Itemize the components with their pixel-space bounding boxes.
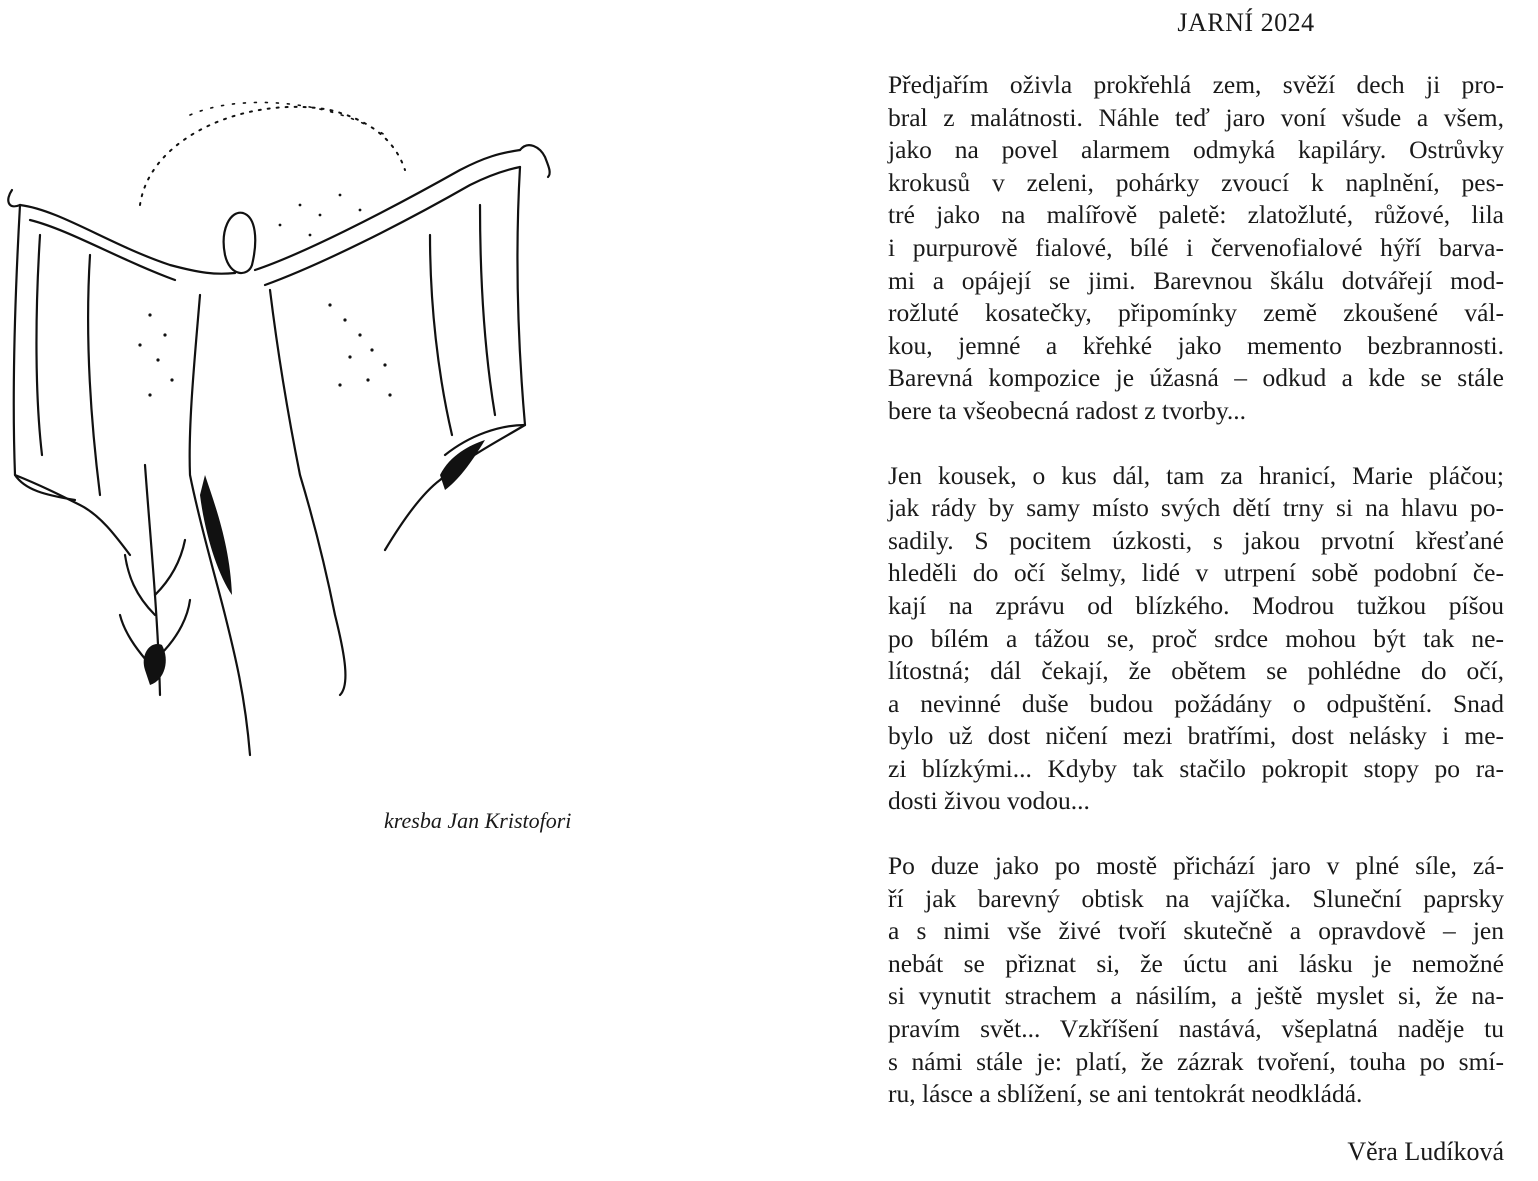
paragraph-2: [888, 460, 1504, 819]
text-line: tré jako na malířově paletě: zlatožluté, růžové, lila: [888, 200, 1504, 230]
text-line: pravím svět... Vzkříšení nastává, všeplatná naděje tu: [888, 1014, 1504, 1044]
right-page: [888, 0, 1504, 1181]
text-line: hleděli do očí šelmy, lidé v utrpení sobě podobní če-: [888, 558, 1504, 588]
text-line: dosti živou vodou...: [888, 786, 1090, 816]
text-line: bylo už dost ničení mezi bratřími, dost nelásky i me-: [888, 721, 1504, 751]
text-line: jak rády by samy místo svých dětí trny si na hlavu po-: [888, 493, 1504, 523]
running-head: JARNÍ 2024: [1177, 8, 1315, 37]
figure-with-cloak-drawing: [0, 95, 560, 775]
text-line: kají na zprávu od blízkého. Modrou tužkou píšou: [888, 590, 1504, 620]
text-line: Předjařím oživla prokřehlá zem, svěží dech ji pro-: [888, 70, 1504, 99]
text-line: Po duze jako po mostě přichází jaro v plné síle, zá-: [888, 851, 1504, 881]
text-line: lítostná; dál čekají, že obětem se pohlédne do očí,: [888, 656, 1504, 686]
text-line: i purpurově fialové, bílé i červenofialové hýří barva-: [888, 232, 1504, 262]
paragraph-3: [888, 850, 1504, 1111]
text-line: nebát se přiznat si, že úctu ani lásku je nemožné: [888, 948, 1504, 978]
paragraph-1: [888, 69, 1504, 428]
body-text: [888, 69, 1504, 1143]
text-line: a s nimi vše živé tvoří skutečně a opravdově – jen: [888, 916, 1504, 946]
text-line: ru, lásce a sblížení, se ani tentokrát neodkládá.: [888, 1079, 1363, 1109]
text-line: bral z malátnosti. Náhle teď jaro voní všude a všem,: [888, 102, 1504, 132]
text-line: jako na povel alarmem odmyká kapiláry. Ostrůvky: [888, 135, 1504, 165]
left-page: [0, 0, 760, 1181]
text-line: krokusů v zeleni, pohárky zvoucí k naplnění, pes-: [888, 167, 1504, 197]
text-line: po bílém a tážou se, proč srdce mohou být tak ne-: [888, 623, 1504, 653]
text-line: mi a opájejí se jimi. Barevnou škálu dotvářejí mod-: [888, 265, 1504, 295]
text-line: a nevinné duše budou požádány o odpuštění. Snad: [888, 688, 1504, 718]
text-line: bere ta všeobecná radost z tvorby...: [888, 395, 1247, 425]
text-line: zi blízkými... Kdyby tak stačilo pokropit stopy po ra-: [888, 753, 1504, 783]
illustration-caption: kresba Jan Kristofori: [384, 808, 572, 833]
text-line: kou, jemné a křehké jako memento bezbrannosti.: [888, 330, 1504, 360]
text-line: s námi stále je: platí, že zázrak tvoření, touha po smí-: [888, 1046, 1504, 1076]
text-line: sadily. S pocitem úzkosti, s jakou prvotní křesťané: [888, 525, 1504, 555]
author-signature: Věra Ludíková: [1347, 1137, 1504, 1166]
text-line: si vynutit strachem a násilím, a ještě myslet si, že na-: [888, 981, 1504, 1011]
text-line: Barevná kompozice je úžasná – odkud a kde se stále: [888, 363, 1504, 393]
text-line: Jen kousek, o kus dál, tam za hranicí, Marie pláčou;: [888, 460, 1504, 490]
text-line: ří jak barevný obtisk na vajíčka. Sluneční paprsky: [888, 883, 1504, 913]
text-line: rožluté kosatečky, připomínky země zkoušené vál-: [888, 298, 1504, 328]
